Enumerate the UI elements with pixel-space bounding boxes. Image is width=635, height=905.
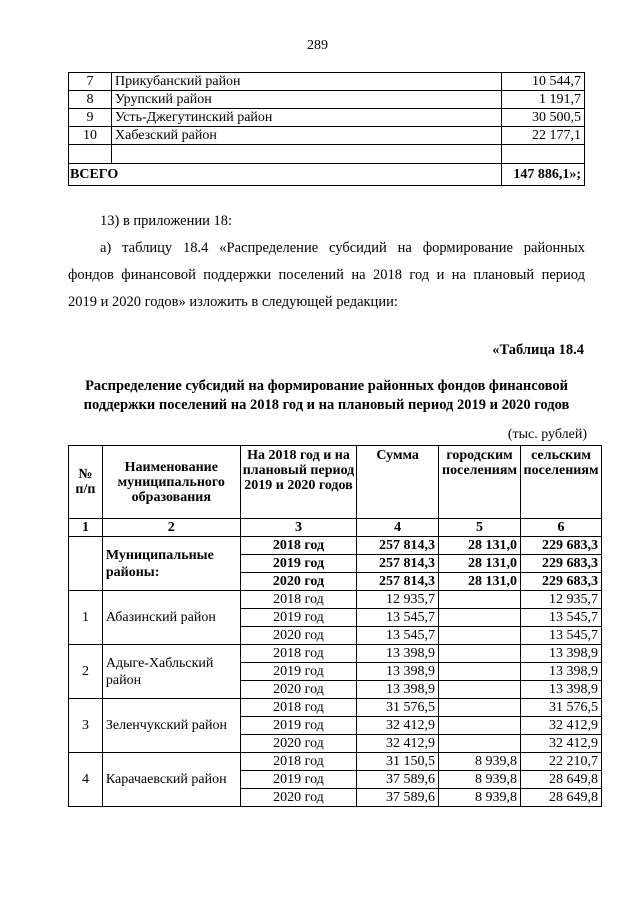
header-urban: городским поселениям [439, 446, 521, 519]
year-cell: 2018 год [240, 753, 357, 771]
year-cell: 2020 год [240, 573, 357, 591]
amount: 10 544,7 [502, 73, 585, 91]
main-table [68, 445, 602, 807]
urban-cell [439, 663, 521, 681]
rural-cell: 13 398,9 [520, 681, 601, 699]
header-period: На 2018 год и на плановый период 2019 и 2020 годов [240, 446, 357, 519]
column-number: 2 [102, 519, 240, 537]
table-row [69, 127, 585, 145]
urban-cell [439, 645, 521, 663]
table-row [69, 73, 585, 91]
header-rural: сельским поселениям [520, 446, 601, 519]
header-name: Наименование муниципального образования [102, 446, 240, 519]
item-a-line3: 2019 и 2020 годов» изложить в следующей редакции: [68, 294, 398, 310]
year-cell: 2019 год [240, 555, 357, 573]
rural-cell: 32 412,9 [520, 717, 601, 735]
table-row [69, 109, 585, 127]
item-a-line1: а) таблицу 18.4 «Распределение субсидий на формирование районных [100, 240, 585, 256]
urban-cell [439, 699, 521, 717]
row-number [69, 537, 103, 591]
year-cell: 2020 год [240, 789, 357, 807]
total-value: 147 886,1»; [502, 164, 585, 186]
rural-cell: 13 545,7 [520, 627, 601, 645]
table-row [69, 537, 602, 555]
sum-cell: 13 545,7 [357, 609, 439, 627]
top-table [68, 72, 585, 186]
urban-cell: 28 131,0 [439, 573, 521, 591]
urban-cell [439, 627, 521, 645]
row-number: 2 [69, 645, 103, 699]
year-cell: 2020 год [240, 735, 357, 753]
rural-cell: 13 398,9 [520, 645, 601, 663]
urban-cell [439, 591, 521, 609]
sum-cell: 31 576,5 [357, 699, 439, 717]
table-row [69, 753, 602, 771]
rural-cell: 22 210,7 [520, 753, 601, 771]
row-number: 10 [69, 127, 112, 145]
rural-cell: 28 649,8 [520, 789, 601, 807]
municipality-name: Карачаевский район [102, 753, 240, 807]
column-numbers-row [69, 519, 602, 537]
total-row [69, 164, 585, 186]
district-name: Усть-Джегутинский район [112, 109, 502, 127]
urban-cell: 28 131,0 [439, 555, 521, 573]
sum-cell: 13 398,9 [357, 663, 439, 681]
sum-cell: 37 589,6 [357, 771, 439, 789]
column-number: 4 [357, 519, 439, 537]
rural-cell: 13 398,9 [520, 663, 601, 681]
municipality-name: Зеленчукский район [102, 699, 240, 753]
column-number: 6 [520, 519, 601, 537]
row-number: 1 [69, 591, 103, 645]
item-a-line2: фондов финансовой поддержки поселений на 2018 год и на плановый период [68, 267, 585, 283]
urban-cell: 8 939,8 [439, 771, 521, 789]
year-cell: 2019 год [240, 717, 357, 735]
amount: 1 191,7 [502, 91, 585, 109]
district-name: Урупский район [112, 91, 502, 109]
row-number: 4 [69, 753, 103, 807]
rural-cell: 13 545,7 [520, 609, 601, 627]
sum-cell: 257 814,3 [357, 555, 439, 573]
year-cell: 2018 год [240, 537, 357, 555]
row-number: 3 [69, 699, 103, 753]
blank-row [69, 145, 585, 164]
table-label: «Таблица 18.4 [492, 342, 584, 358]
table-row [69, 645, 602, 663]
urban-cell [439, 609, 521, 627]
year-cell: 2018 год [240, 645, 357, 663]
municipality-name: Абазинский район [102, 591, 240, 645]
sum-cell: 32 412,9 [357, 735, 439, 753]
rural-cell: 31 576,5 [520, 699, 601, 717]
urban-cell [439, 681, 521, 699]
year-cell: 2019 год [240, 771, 357, 789]
column-number: 1 [69, 519, 103, 537]
urban-cell: 28 131,0 [439, 537, 521, 555]
sum-cell: 12 935,7 [357, 591, 439, 609]
year-cell: 2019 год [240, 609, 357, 627]
row-number: 8 [69, 91, 112, 109]
district-name: Хабезский район [112, 127, 502, 145]
sum-cell: 257 814,3 [357, 573, 439, 591]
rural-cell: 229 683,3 [520, 573, 601, 591]
rural-cell: 28 649,8 [520, 771, 601, 789]
district-name: Прикубанский район [112, 73, 502, 91]
amount: 30 500,5 [502, 109, 585, 127]
sum-cell: 31 150,5 [357, 753, 439, 771]
year-cell: 2019 год [240, 663, 357, 681]
table-title [60, 377, 593, 415]
total-label: ВСЕГО [69, 164, 502, 186]
header-num: № п/п [69, 446, 103, 519]
urban-cell [439, 717, 521, 735]
sum-cell: 257 814,3 [357, 537, 439, 555]
item-13: 13) в приложении 18: [100, 213, 233, 229]
header-row [69, 446, 602, 519]
sum-cell: 13 398,9 [357, 645, 439, 663]
urban-cell [439, 735, 521, 753]
table-row [69, 91, 585, 109]
rural-cell: 32 412,9 [520, 735, 601, 753]
sum-cell: 32 412,9 [357, 717, 439, 735]
header-sum: Сумма [357, 446, 439, 519]
year-cell: 2020 год [240, 681, 357, 699]
table-title-line: поддержки поселений на 2018 год и на плановый период 2019 и 2020 годов [83, 397, 570, 413]
table-row [69, 591, 602, 609]
page-number: 289 [307, 38, 328, 53]
year-cell: 2018 год [240, 591, 357, 609]
table-row [69, 699, 602, 717]
sum-cell: 13 545,7 [357, 627, 439, 645]
row-number: 7 [69, 73, 112, 91]
urban-cell: 8 939,8 [439, 753, 521, 771]
column-number: 3 [240, 519, 357, 537]
rural-cell: 229 683,3 [520, 555, 601, 573]
table-title-line: Распределение субсидий на формирование районных фондов финансовой [85, 378, 568, 394]
municipality-name: Муниципальные районы: [102, 537, 240, 591]
units-note: (тыс. рублей) [507, 427, 587, 442]
municipality-name: Адыге-Хабльский район [102, 645, 240, 699]
year-cell: 2020 год [240, 627, 357, 645]
row-number: 9 [69, 109, 112, 127]
column-number: 5 [439, 519, 521, 537]
year-cell: 2018 год [240, 699, 357, 717]
sum-cell: 13 398,9 [357, 681, 439, 699]
urban-cell: 8 939,8 [439, 789, 521, 807]
rural-cell: 12 935,7 [520, 591, 601, 609]
rural-cell: 229 683,3 [520, 537, 601, 555]
amount: 22 177,1 [502, 127, 585, 145]
sum-cell: 37 589,6 [357, 789, 439, 807]
